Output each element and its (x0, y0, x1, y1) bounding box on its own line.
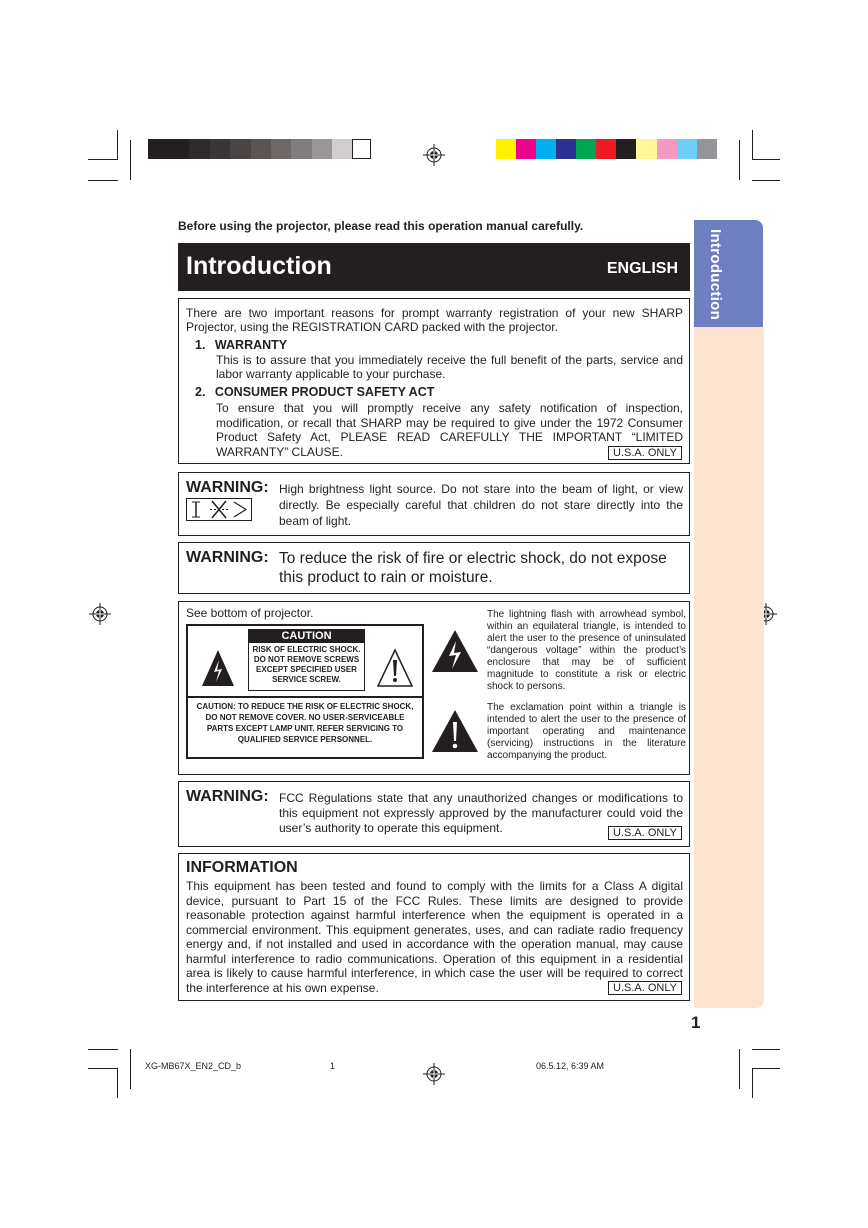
usa-only-badge: U.S.A. ONLY (608, 446, 682, 460)
caution-label-inner (248, 629, 365, 691)
caution-label-title: CAUTION (249, 630, 364, 643)
gray-swatch (332, 139, 352, 159)
top-note: Before using the projector, please read this operation manual carefully. (178, 219, 584, 233)
footer-datetime: 06.5.12, 6:39 AM (536, 1061, 605, 1071)
information-text: This equipment has been tested and found to comply with the limits for a Class A digital device, pursuant to Part 15 of the FCC Rules. These limits are designed to provide reasonable protection against harmful interference when the equipment is operated in a commercial environment. This equipment generates, uses, and can radiate radio frequency energy and, if not installed and used in accordance with the operation manual, may cause harmful interference to radio communications. Operation of this equipment in a residential area is likely to cause harmful interference, in which case the user will be required to correct the interference at his own expense. (186, 879, 683, 995)
registration-target-icon (423, 144, 445, 166)
safety-act-title: CONSUMER PRODUCT SAFETY ACT (214, 385, 435, 399)
safety-act-number: 2. (195, 385, 206, 399)
information-heading: INFORMATION (186, 859, 298, 876)
gray-swatch (169, 139, 189, 159)
gray-swatch (148, 139, 169, 159)
caution-label-text: RISK OF ELECTRIC SHOCK. DO NOT REMOVE SCREWS EXCEPT SPECIFIED USER SERVICE SCREW. (252, 645, 361, 684)
page-title: Introduction (186, 252, 332, 280)
lightning-description: The lightning flash with arrowhead symbol, within an equilateral triangle, is intended to alert the user to the presence of uninsulated “dangerous voltage” within the product’s enclosure that may be of sufficient magnitude to constitute a risk or electric shock to persons. (487, 609, 686, 692)
color-swatch (657, 139, 677, 159)
gray-swatch (230, 139, 251, 159)
gray-swatch (210, 139, 230, 159)
gray-swatch (291, 139, 312, 159)
warranty-number: 1. (195, 338, 206, 352)
registration-box (178, 298, 690, 464)
warning-label: WARNING: (186, 788, 269, 805)
lightning-triangle-icon (430, 628, 480, 674)
warning-fcc-box (178, 781, 690, 847)
safety-act-heading (195, 385, 434, 399)
gray-swatch (352, 139, 371, 159)
gray-swatch (189, 139, 210, 159)
warning-fcc-text: FCC Regulations state that any unauthorized changes or modifications to this equipment not expressly approved by the manufacturer could void the user’s authority to operate this equipment. (279, 791, 683, 835)
side-tab-label: Introduction (707, 229, 724, 321)
footer-file: XG-MB67X_EN2_CD_b (145, 1061, 242, 1071)
warning-fire-text: To reduce the risk of fire or electric shock, do not expose this product to rain or moisture. (279, 550, 667, 586)
side-tab[interactable] (694, 219, 764, 327)
registration-intro: There are two important reasons for prompt warranty registration of your new SHARP Projector, using the REGISTRATION CARD packed with the projector. (186, 306, 683, 334)
color-swatch (576, 139, 596, 159)
color-swatch (496, 139, 516, 159)
gray-swatch (312, 139, 332, 159)
caution-box (178, 601, 690, 775)
information-box (178, 853, 690, 1001)
usa-only-badge: U.S.A. ONLY (608, 981, 682, 995)
gray-swatch (271, 139, 291, 159)
color-swatch (636, 139, 657, 159)
exclamation-triangle-icon (430, 708, 480, 754)
exclamation-warning-icon (376, 648, 414, 688)
page-number: 1 (691, 1013, 701, 1032)
gray-swatch (251, 139, 271, 159)
laser-beam-icon (186, 498, 252, 521)
exclamation-description: The exclamation point within a triangle is intended to alert the user to the presence of important operating and maintenance (servicing) instructions in the literature accompanying the product. (487, 702, 686, 761)
caution-label (186, 624, 424, 759)
caution-divider (188, 696, 422, 698)
safety-act-text: To ensure that you will promptly receive any safety notification of inspection, modification, or recall that SHARP may be required to give under the 1972 Consumer Product Safety Act, PLEASE READ CAREFULLY THE IMPORTANT “LIMITED WARRANTY” CLAUSE. (216, 401, 683, 459)
footer-page: 1 (330, 1061, 336, 1071)
color-swatch (596, 139, 616, 159)
language-label: ENGLISH (606, 260, 678, 277)
usa-only-badge: U.S.A. ONLY (608, 826, 682, 840)
warranty-title: WARRANTY (214, 338, 288, 352)
warranty-heading (195, 338, 287, 352)
lightning-warning-icon (200, 648, 236, 688)
color-swatch (536, 139, 556, 159)
registration-target-icon (423, 1063, 445, 1085)
color-swatch (616, 139, 636, 159)
warning-label: WARNING: (186, 479, 269, 496)
title-bar (178, 243, 690, 291)
caution-lower-text: CAUTION: TO REDUCE THE RISK OF ELECTRIC SHOCK, DO NOT REMOVE COVER. NO USER-SERVICEABLE PARTS EXCEPT LAMP UNIT. REFER SERVICING TO QUALIFIED SERVICE PERSONNEL. (196, 702, 414, 744)
see-bottom-note: See bottom of projector. (186, 606, 314, 620)
warning-light-box (178, 472, 690, 536)
color-swatch (516, 139, 536, 159)
side-strip (694, 240, 764, 1008)
color-swatch (697, 139, 717, 159)
warning-light-text: High brightness light source. Do not stare into the beam of light, or view directly. Be especially careful that children do not stare directly into the beam of light. (279, 482, 683, 528)
warning-label: WARNING: (186, 549, 269, 566)
warning-fire-box (178, 542, 690, 594)
registration-target-icon (89, 603, 111, 625)
color-swatch (556, 139, 576, 159)
color-swatch (677, 139, 697, 159)
warranty-text: This is to assure that you immediately receive the full benefit of the parts, service and labor warranty applicable to your purchase. (216, 353, 683, 381)
